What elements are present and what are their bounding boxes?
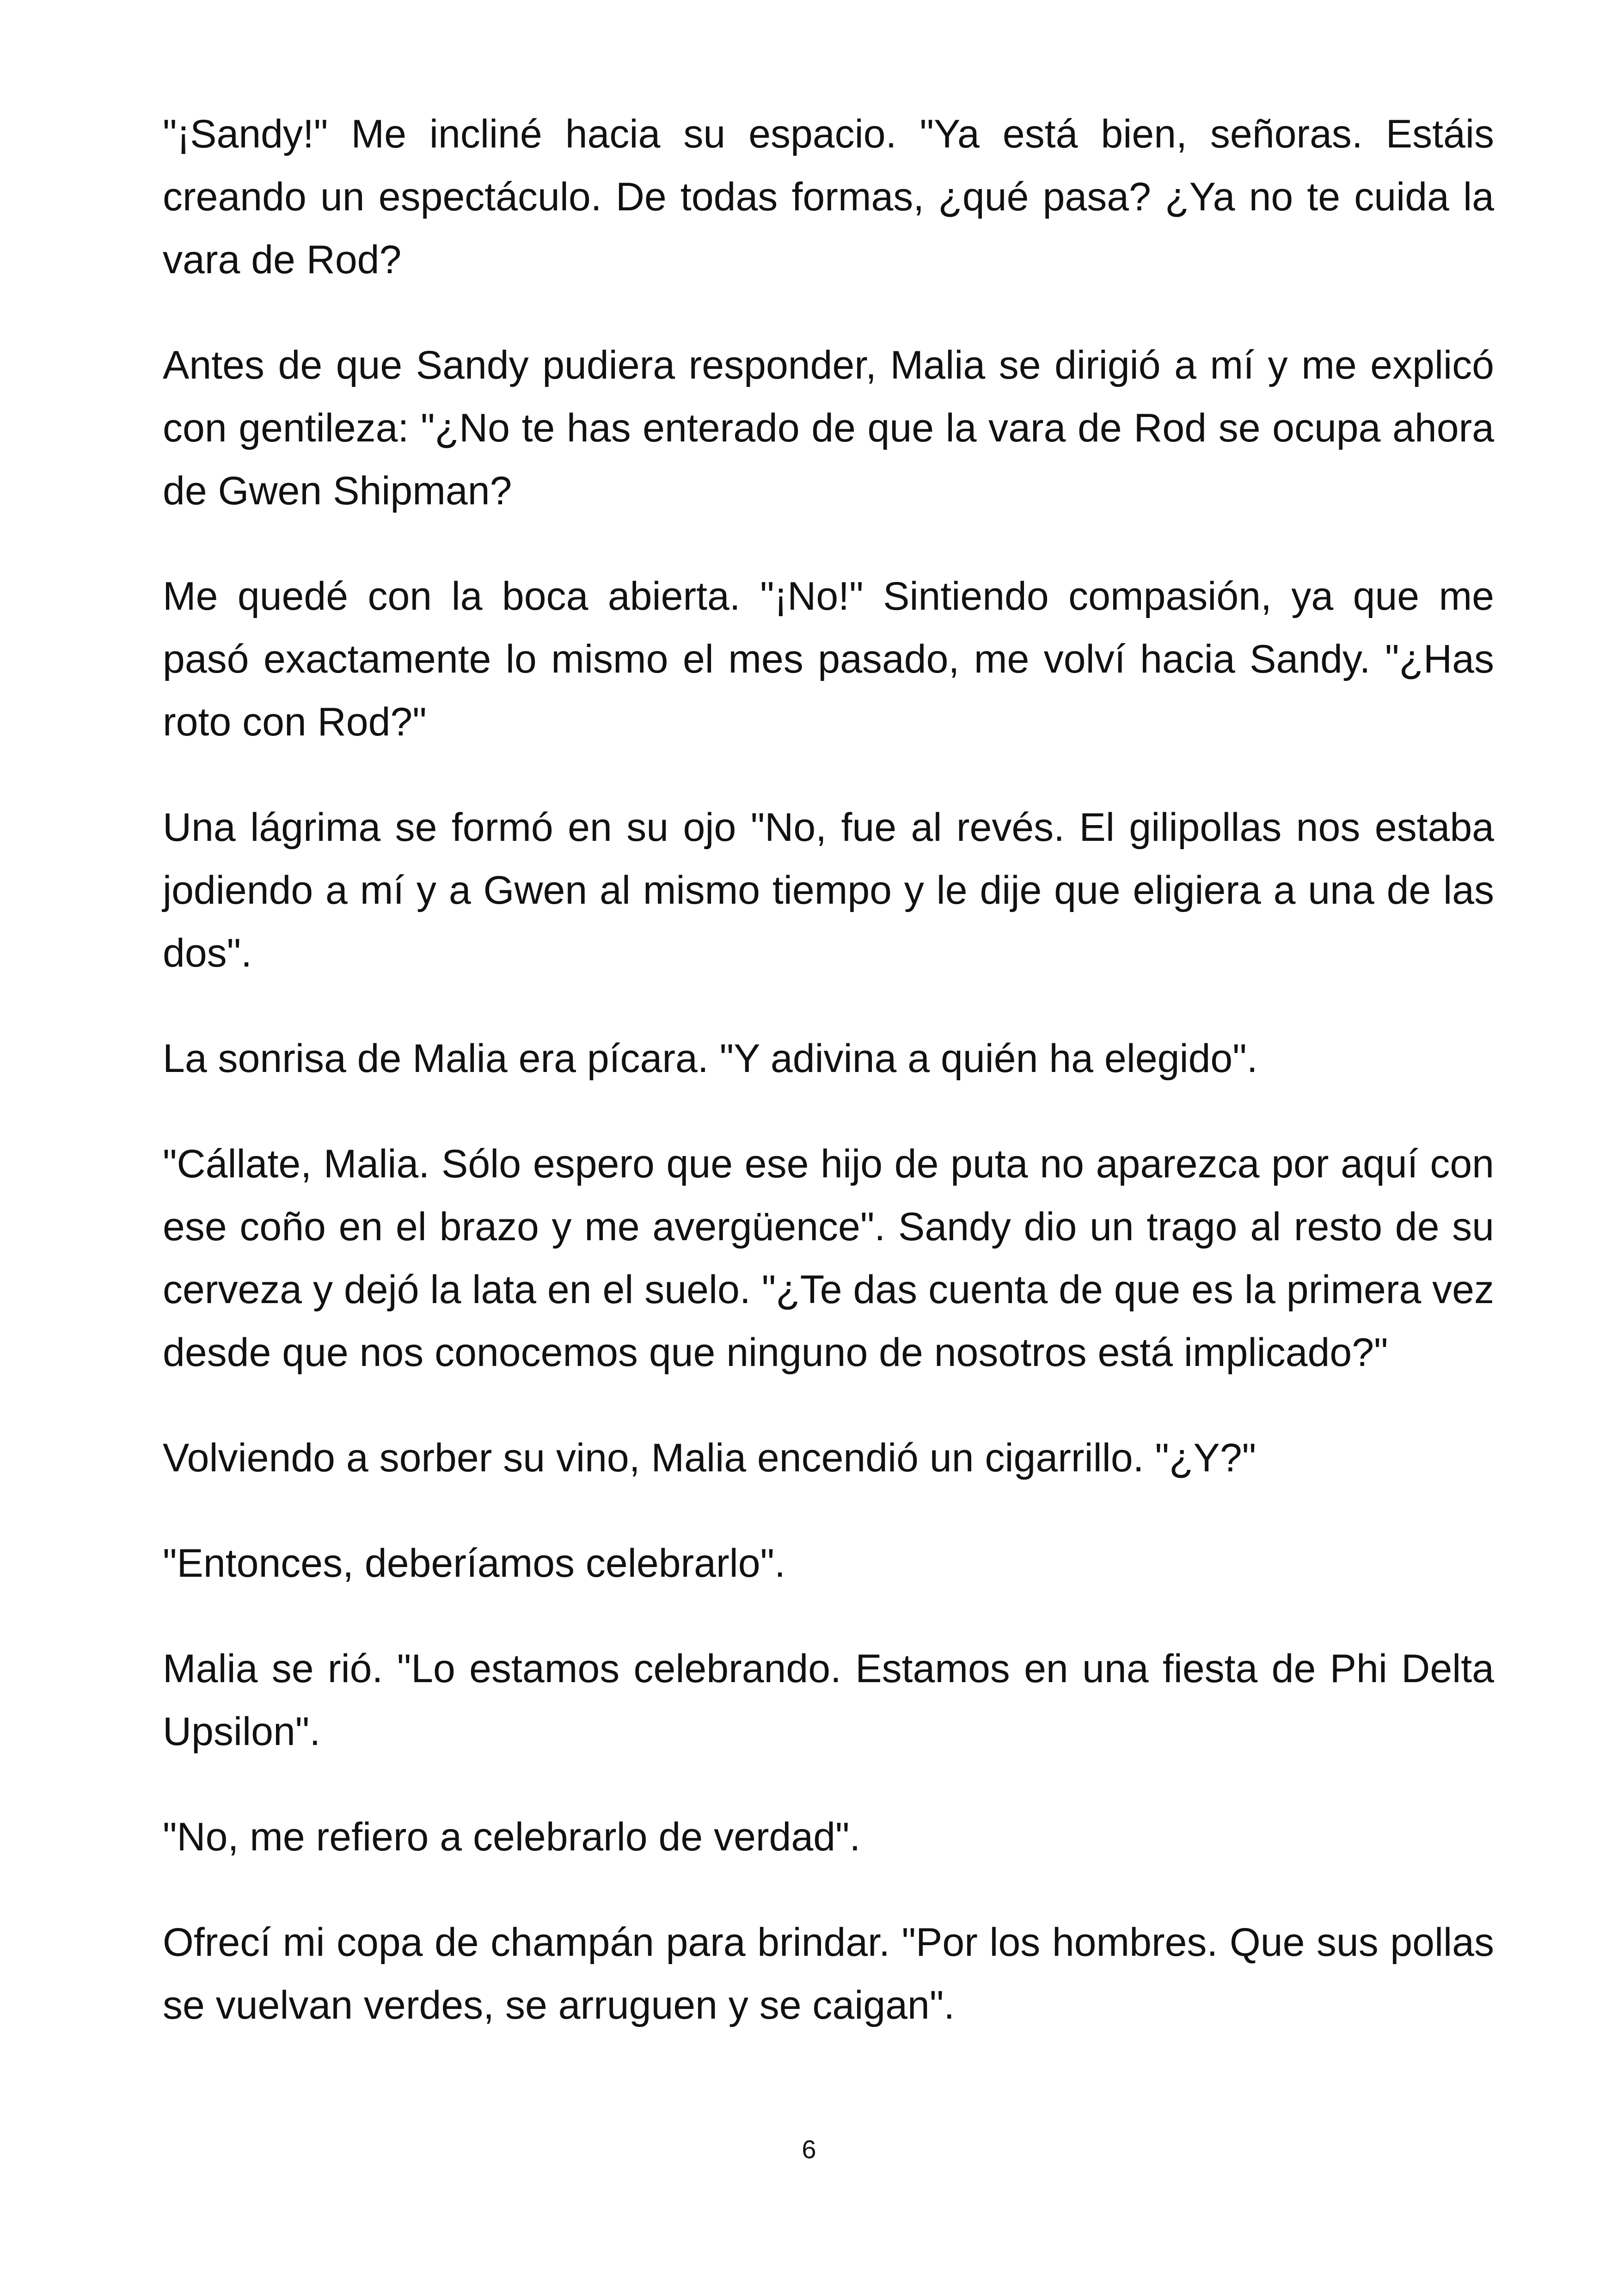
body-text xyxy=(163,103,1494,2079)
paragraph-8: "Entonces, deberíamos celebrarlo". xyxy=(163,1541,785,1586)
paragraph-3: Me quedé con la boca abierta. "¡No!" Sintiendo compasión, ya que me pasó exactamente lo mismo el mes pasado, me volví hacia Sandy. "¿Has roto con Rod?" xyxy=(163,574,1494,744)
paragraph-2: Antes de que Sandy pudiera responder, Malia se dirigió a mí y me explicó con gentileza: "¿No te has enterado de que la vara de Rod se ocupa ahora de Gwen Shipman? xyxy=(163,343,1494,513)
page-number: 6 xyxy=(802,2135,816,2164)
paragraph-1: "¡Sandy!" Me incliné hacia su espacio. "Ya está bien, señoras. Estáis creando un espectáculo. De todas formas, ¿qué pasa? ¿Ya no te cuida la vara de Rod? xyxy=(163,112,1494,282)
paragraph-4: Una lágrima se formó en su ojo "No, fue al revés. El gilipollas nos estaba jodiendo a mí y a Gwen al mismo tiempo y le dije que eligiera a una de las dos". xyxy=(163,805,1494,975)
paragraph-5: La sonrisa de Malia era pícara. "Y adivina a quién ha elegido". xyxy=(163,1036,1258,1081)
paragraph-11: Ofrecí mi copa de champán para brindar. "Por los hombres. Que sus pollas se vuelvan verdes, se arruguen y se caigan". xyxy=(163,1920,1494,2027)
paragraph-9: Malia se rió. "Lo estamos celebrando. Estamos en una fiesta de Phi Delta Upsilon". xyxy=(163,1647,1494,1754)
paragraph-10: "No, me refiero a celebrarlo de verdad". xyxy=(163,1815,861,1859)
paragraph-7: Volviendo a sorber su vino, Malia encendió un cigarrillo. "¿Y?" xyxy=(163,1436,1256,1480)
paragraph-6: "Cállate, Malia. Sólo espero que ese hijo de puta no aparezca por aquí con ese coño en el brazo y me avergüence". Sandy dio un trago al resto de su cerveza y dejó la lata en el suelo. "¿Te das cuenta de que es la primera vez desde que nos conocemos que ninguno de nosotros está implicado?" xyxy=(163,1142,1494,1375)
